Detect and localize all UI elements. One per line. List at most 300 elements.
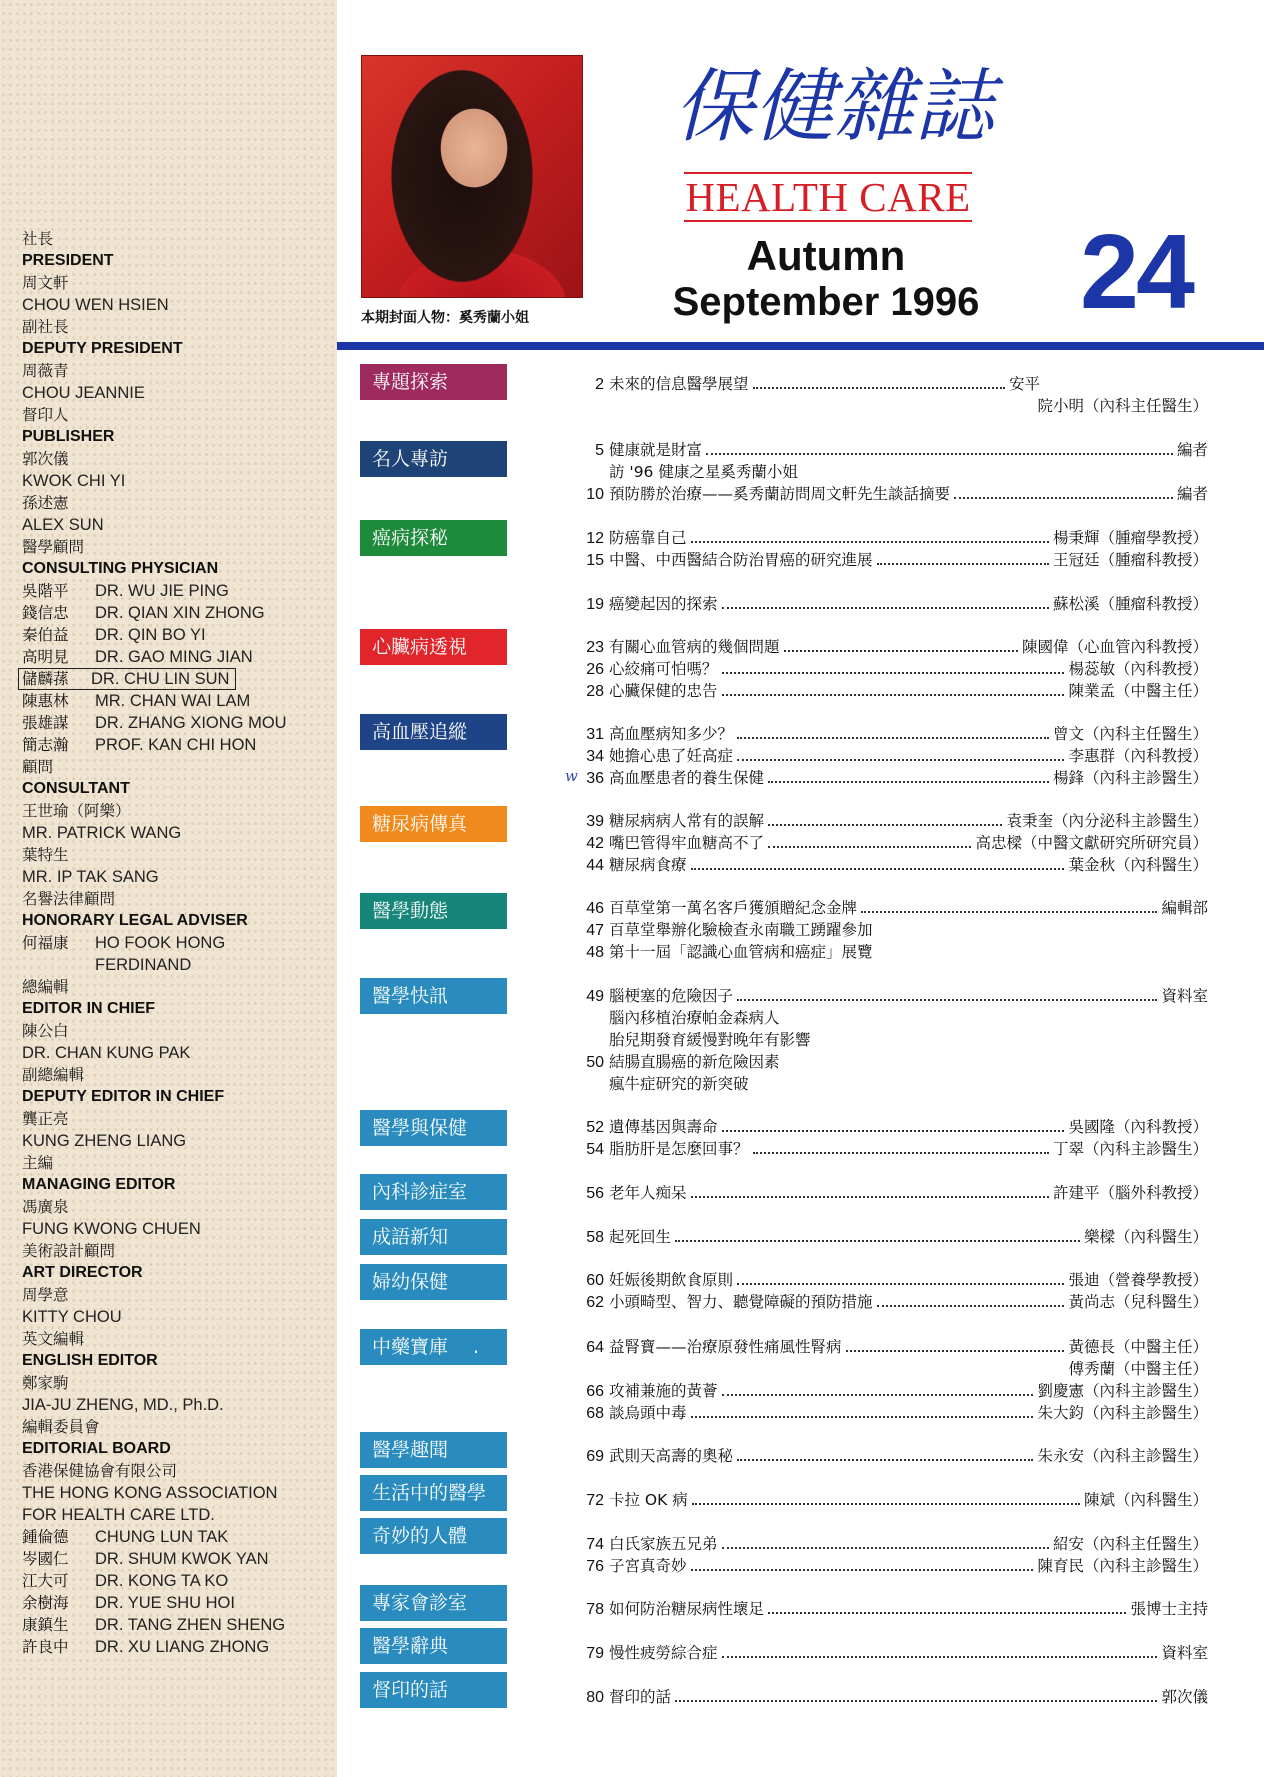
toc-title: 子宮真奇妙 bbox=[609, 1557, 687, 1575]
toc-entry bbox=[578, 919, 1208, 941]
legal-adviser-name: HO FOOK HONG bbox=[95, 934, 226, 952]
physician-row bbox=[22, 646, 337, 668]
toc-title: 有關心血管病的幾個問題 bbox=[609, 638, 780, 656]
toc-entry bbox=[578, 593, 1208, 615]
toc-title: 百草堂舉辦化驗檢查永南職工踴躍參加 bbox=[609, 921, 873, 939]
toc-entry bbox=[578, 1182, 1208, 1204]
toc-author: 劉慶憲（內科主診醫生） bbox=[1037, 1382, 1208, 1400]
toc-page: 69 bbox=[586, 1448, 604, 1465]
toc-page: 47 bbox=[586, 922, 604, 939]
toc-author: 張博士主持 bbox=[1130, 1600, 1208, 1618]
toc-entry bbox=[578, 1269, 1208, 1291]
board-member-name-zh: 江大可 bbox=[22, 1572, 69, 1590]
board-member-name: DR. XU LIANG ZHONG bbox=[95, 1638, 270, 1656]
toc-entry bbox=[578, 897, 1208, 919]
physician-row bbox=[22, 734, 337, 756]
toc-page: 76 bbox=[586, 1558, 604, 1575]
toc-author: 丁翠（內科主診醫生） bbox=[1052, 1140, 1208, 1158]
toc-entry bbox=[578, 1336, 1208, 1358]
issue-season: Autumn bbox=[746, 232, 906, 279]
toc-leader bbox=[691, 1196, 1049, 1198]
deputy-editor-name: KUNG ZHENG LIANG bbox=[22, 1132, 187, 1150]
logo-zh-text: 保健雜誌 bbox=[674, 60, 994, 153]
toc-entry bbox=[578, 1051, 1208, 1073]
toc-leader bbox=[691, 1416, 1034, 1418]
toc-title: 癌變起因的探索 bbox=[609, 595, 718, 613]
physician-row bbox=[22, 580, 337, 602]
toc-author: 朱大鈞（內科主診醫生） bbox=[1037, 1404, 1208, 1422]
section-label: 醫學快訊 bbox=[360, 978, 507, 1014]
toc-author: 編者 bbox=[1176, 441, 1208, 459]
toc-leader bbox=[722, 694, 1065, 696]
toc-leader bbox=[675, 1700, 1157, 1702]
physician-name-zh: 錢信忠 bbox=[22, 604, 69, 622]
editor-in-chief-name: DR. CHAN KUNG PAK bbox=[22, 1044, 191, 1062]
magazine-calligraphy-logo bbox=[664, 48, 1004, 158]
toc-author: 資料室 bbox=[1161, 1644, 1208, 1662]
legal-adviser-label: HONORARY LEGAL ADVISER bbox=[22, 912, 248, 929]
deputy-president-name-zh: 周薇青 bbox=[22, 362, 69, 380]
board-member-row bbox=[22, 1614, 337, 1636]
toc-title: 第十一屆「認識心血管病和癌症」展覽 bbox=[609, 943, 873, 961]
toc-leader bbox=[722, 1656, 1158, 1658]
toc-title: 小頭畸型、智力、聽覺障礙的預防措施 bbox=[609, 1293, 873, 1311]
toc-leader bbox=[861, 911, 1157, 913]
toc-entry bbox=[578, 1402, 1208, 1424]
section-label: 生活中的醫學 bbox=[360, 1475, 507, 1511]
toc-author: 朱永安（內科主診醫生） bbox=[1037, 1447, 1208, 1465]
editorial-board-label: EDITORIAL BOARD bbox=[22, 1440, 171, 1457]
association-name: THE HONG KONG ASSOCIATION bbox=[22, 1484, 278, 1502]
toc-author-line: 院小明（內科主任醫生） bbox=[1037, 397, 1208, 415]
editor-in-chief-label: EDITOR IN CHIEF bbox=[22, 1000, 156, 1017]
art-director-label: ART DIRECTOR bbox=[22, 1264, 143, 1281]
section-label: 婦幼保健 bbox=[360, 1264, 507, 1300]
issue-number: 24 bbox=[1080, 213, 1192, 331]
section-label: 高血壓追縱 bbox=[360, 714, 507, 750]
physician-name: PROF. KAN CHI HON bbox=[95, 736, 257, 754]
toc-title: 卡拉 OK 病 bbox=[609, 1491, 688, 1509]
physician-name-zh: 張雄謀 bbox=[22, 714, 69, 732]
toc-author: 許建平（腦外科教授） bbox=[1052, 1184, 1208, 1202]
toc-title: 防癌靠自己 bbox=[609, 529, 687, 547]
toc-entry bbox=[578, 1533, 1208, 1555]
toc-page: 19 bbox=[586, 596, 604, 613]
toc-leader bbox=[737, 1459, 1033, 1461]
toc-page: 78 bbox=[586, 1601, 604, 1618]
toc-author: 袁秉奎（內分泌科主診醫生） bbox=[1006, 812, 1208, 830]
managing-editor-label-zh: 主編 bbox=[22, 1154, 54, 1172]
publisher-name: ALEX SUN bbox=[22, 516, 104, 534]
toc-author: 黃尚志（兒科醫生） bbox=[1068, 1293, 1208, 1311]
toc-author: 吳國隆（內科教授） bbox=[1068, 1118, 1208, 1136]
magazine-title-en: HEALTH CARE bbox=[685, 174, 971, 220]
toc-author: 安平 bbox=[1008, 375, 1040, 393]
toc-title: 心絞痛可怕嗎？ bbox=[609, 660, 718, 678]
legal-adviser-label-zh: 名譽法律顧問 bbox=[22, 890, 116, 908]
toc-title: 心臟保健的忠告 bbox=[609, 682, 718, 700]
board-member-name-zh: 鍾倫德 bbox=[22, 1528, 69, 1546]
managing-editor-label: MANAGING EDITOR bbox=[22, 1176, 176, 1193]
cover-photo bbox=[361, 55, 583, 298]
physician-row bbox=[22, 690, 337, 712]
board-member-row bbox=[22, 1548, 337, 1570]
toc-page: 12 bbox=[586, 530, 604, 547]
section-label: 糖尿病傳真 bbox=[360, 806, 507, 842]
toc-entry bbox=[578, 985, 1208, 1007]
toc-title: 百草堂第一萬名客戶獲頒贈紀念金牌 bbox=[609, 899, 858, 917]
section-label: 醫學辭典 bbox=[360, 1628, 507, 1664]
toc-leader bbox=[737, 737, 1049, 739]
toc-title: 起死回生 bbox=[609, 1228, 672, 1246]
toc-entry bbox=[578, 1445, 1208, 1467]
toc-page: 23 bbox=[586, 639, 604, 656]
consulting-physician-label: CONSULTING PHYSICIAN bbox=[22, 560, 219, 577]
art-director-label-zh: 美術設計顧問 bbox=[22, 1242, 116, 1260]
toc-leader bbox=[691, 1569, 1034, 1571]
toc-entry bbox=[578, 1489, 1208, 1511]
toc-title: 白氏家族五兄弟 bbox=[609, 1535, 718, 1553]
art-director-name: KITTY CHOU bbox=[22, 1308, 122, 1326]
legal-adviser-name-cont: FERDINAND bbox=[95, 956, 192, 974]
toc-title: 武則天高壽的奧秘 bbox=[609, 1447, 734, 1465]
toc-page: 60 bbox=[586, 1272, 604, 1289]
toc-title: 未來的信息醫學展望 bbox=[609, 375, 749, 393]
toc-page: 28 bbox=[586, 683, 604, 700]
cover-caption: 本期封面人物：奚秀蘭小姐 bbox=[361, 310, 529, 326]
publisher-label: PUBLISHER bbox=[22, 428, 115, 445]
toc-author: 陳國偉（心血管內科教授） bbox=[1021, 638, 1208, 656]
toc-author: 編者 bbox=[1176, 485, 1208, 503]
section-label: 專家會診室 bbox=[360, 1585, 507, 1621]
physician-name: DR. GAO MING JIAN bbox=[95, 648, 253, 666]
toc-title: 如何防治糖尿病性壞足 bbox=[609, 1600, 765, 1618]
physician-row-boxed bbox=[18, 668, 236, 690]
board-member-name-zh: 康鎮生 bbox=[22, 1616, 69, 1634]
toc-page: 5 bbox=[595, 442, 604, 459]
toc-entry bbox=[578, 854, 1208, 876]
physician-row bbox=[22, 712, 337, 734]
consulting-physician-label-zh: 醫學顧問 bbox=[22, 538, 85, 556]
toc-entry bbox=[578, 832, 1208, 854]
toc-author: 郭次儀 bbox=[1161, 1688, 1208, 1706]
toc-page: 48 bbox=[586, 944, 604, 961]
toc-title: 腦梗塞的危險因子 bbox=[609, 987, 734, 1005]
toc-page: 31 bbox=[586, 726, 604, 743]
toc-entry bbox=[578, 810, 1208, 832]
toc-author: 樂樑（內科醫生） bbox=[1083, 1228, 1208, 1246]
section-label: 成語新知 bbox=[360, 1219, 507, 1255]
toc-title: 糖尿病食療 bbox=[609, 856, 687, 874]
toc-title: 她擔心患了妊高症 bbox=[609, 747, 734, 765]
publisher-name: KWOK CHI YI bbox=[22, 472, 126, 490]
legal-adviser-name-zh: 何福康 bbox=[22, 934, 69, 952]
toc-author: 李惠群（內科教授） bbox=[1068, 747, 1208, 765]
physician-name-zh: 儲麟蓀 bbox=[22, 670, 69, 688]
toc-title: 高血壓病知多少？ bbox=[609, 725, 734, 743]
english-editor-label: ENGLISH EDITOR bbox=[22, 1352, 158, 1369]
toc-leader bbox=[846, 1350, 1065, 1352]
toc-entry bbox=[578, 658, 1208, 680]
toc-title: 妊娠後期飲食原則 bbox=[609, 1271, 734, 1289]
toc-page: 34 bbox=[586, 748, 604, 765]
publisher-name-zh: 郭次儀 bbox=[22, 450, 69, 468]
toc-page: 44 bbox=[586, 857, 604, 874]
physician-name-zh: 簡志瀚 bbox=[22, 736, 69, 754]
managing-editor-name: FUNG KWONG CHUEN bbox=[22, 1220, 201, 1238]
toc-author: 紹安（內科主任醫生） bbox=[1052, 1535, 1208, 1553]
toc-leader bbox=[706, 453, 1173, 455]
board-member-name-zh: 岑國仁 bbox=[22, 1550, 69, 1568]
toc-entry bbox=[578, 636, 1208, 658]
consultant-name: MR. PATRICK WANG bbox=[22, 824, 182, 842]
physician-name: MR. CHAN WAI LAM bbox=[95, 692, 251, 710]
toc-page: 15 bbox=[586, 552, 604, 569]
section-label: 醫學趣聞 bbox=[360, 1432, 507, 1468]
toc-entry bbox=[578, 1116, 1208, 1138]
toc-entry bbox=[578, 723, 1208, 745]
toc-entry bbox=[578, 549, 1208, 571]
board-member-row bbox=[22, 1570, 337, 1592]
physician-name-zh: 秦伯益 bbox=[22, 626, 69, 644]
editor-in-chief-name-zh: 陳公白 bbox=[22, 1022, 69, 1040]
toc-title: 老年人痴呆 bbox=[609, 1184, 687, 1202]
deputy-editor-label-zh: 副總編輯 bbox=[22, 1066, 85, 1084]
section-label: 癌病探秘 bbox=[360, 520, 507, 556]
toc-author: 張迪（營養學教授） bbox=[1068, 1271, 1208, 1289]
toc-leader bbox=[768, 1612, 1126, 1614]
toc-entry bbox=[578, 767, 1208, 789]
toc-title: 督印的話 bbox=[609, 1688, 672, 1706]
toc-leader bbox=[692, 1503, 1080, 1505]
toc-leader bbox=[753, 1152, 1049, 1154]
editorial-board-label-zh: 編輯委員會 bbox=[22, 1418, 100, 1436]
physician-name: DR. QIAN XIN ZHONG bbox=[95, 604, 265, 622]
board-member-name: DR. TANG ZHEN SHENG bbox=[95, 1616, 286, 1634]
physician-name-zh: 高明見 bbox=[22, 648, 69, 666]
toc-author: 楊秉輝（腫瘤學教授） bbox=[1052, 529, 1208, 547]
toc-author: 王冠廷（腫瘤科教授） bbox=[1052, 551, 1208, 569]
toc-leader bbox=[768, 846, 971, 848]
toc-page: 74 bbox=[586, 1536, 604, 1553]
toc-entry bbox=[578, 439, 1208, 461]
physician-name: DR. CHU LIN SUN bbox=[91, 670, 230, 688]
toc-author: 資料室 bbox=[1161, 987, 1208, 1005]
board-member-name: CHUNG LUN TAK bbox=[95, 1528, 229, 1546]
handwritten-mark: w bbox=[565, 767, 578, 785]
physician-name: DR. ZHANG XIONG MOU bbox=[95, 714, 287, 732]
toc-entry bbox=[578, 1686, 1208, 1708]
board-member-row bbox=[22, 1526, 337, 1548]
toc-page: 39 bbox=[586, 813, 604, 830]
toc-entry bbox=[578, 941, 1208, 963]
board-member-name-zh: 許良中 bbox=[22, 1638, 69, 1656]
toc-entry bbox=[578, 483, 1208, 505]
toc-page: 2 bbox=[595, 376, 604, 393]
deputy-president-name: CHOU JEANNIE bbox=[22, 384, 145, 402]
managing-editor-name-zh: 馮廣泉 bbox=[22, 1198, 69, 1216]
association-name-cont: FOR HEALTH CARE LTD. bbox=[22, 1506, 215, 1524]
toc-author: 楊鋒（內科主診醫生） bbox=[1052, 769, 1208, 787]
toc-leader bbox=[768, 824, 1002, 826]
toc-author: 蘇松溪（腫瘤科教授） bbox=[1052, 595, 1208, 613]
issue-date: September 1996 bbox=[672, 280, 980, 324]
toc-title: 嘴巴管得牢血糖高不了 bbox=[609, 834, 765, 852]
toc-leader bbox=[722, 672, 1065, 674]
deputy-president-label-zh: 副社長 bbox=[22, 318, 69, 336]
toc-leader bbox=[675, 1240, 1080, 1242]
toc-page: 26 bbox=[586, 661, 604, 678]
publisher-label-zh: 督印人 bbox=[22, 406, 69, 424]
toc-leader bbox=[753, 387, 1005, 389]
section-label: 醫學動態 bbox=[360, 893, 507, 929]
toc-leader bbox=[768, 781, 1049, 783]
toc-leader bbox=[722, 1130, 1065, 1132]
toc-entry bbox=[578, 1642, 1208, 1664]
section-label: 內科診症室 bbox=[360, 1174, 507, 1210]
president-label-zh: 社長 bbox=[22, 230, 54, 248]
toc-page: 79 bbox=[586, 1645, 604, 1662]
consultant-label: CONSULTANT bbox=[22, 780, 130, 797]
section-label: 奇妙的人體 bbox=[360, 1518, 507, 1554]
toc-leader bbox=[722, 1547, 1049, 1549]
toc-page: 54 bbox=[586, 1141, 604, 1158]
editor-in-chief-label-zh: 總編輯 bbox=[22, 978, 69, 996]
physician-row bbox=[22, 602, 337, 624]
toc-author-line: 傅秀蘭（中醫主任） bbox=[1068, 1360, 1208, 1378]
toc-page: 56 bbox=[586, 1185, 604, 1202]
toc-title: 談烏頭中毒 bbox=[609, 1404, 687, 1422]
toc-page: 42 bbox=[586, 835, 604, 852]
header-rule bbox=[337, 342, 1264, 350]
toc-author: 編輯部 bbox=[1161, 899, 1208, 917]
toc-leader bbox=[877, 1305, 1065, 1307]
art-director-name-zh: 周學意 bbox=[22, 1286, 69, 1304]
president-name: CHOU WEN HSIEN bbox=[22, 296, 169, 314]
toc-subtitle: 訪 '96 健康之星奚秀蘭小姐 bbox=[609, 463, 798, 481]
toc-leader bbox=[737, 999, 1157, 1001]
toc-title: 慢性疲勞綜合症 bbox=[609, 1644, 718, 1662]
physician-name: DR. QIN BO YI bbox=[95, 626, 206, 644]
toc-page: 49 bbox=[586, 988, 604, 1005]
toc-subtitle: 腦內移植治療帕金森病人 bbox=[609, 1009, 780, 1027]
english-editor-name-zh: 鄭家駒 bbox=[22, 1374, 69, 1392]
toc-entry bbox=[578, 1138, 1208, 1160]
staff-masthead bbox=[0, 0, 337, 1777]
toc-entry bbox=[578, 1291, 1208, 1313]
toc-page: 52 bbox=[586, 1119, 604, 1136]
toc-page: 66 bbox=[586, 1383, 604, 1400]
board-member-name-zh: 余樹海 bbox=[22, 1594, 69, 1612]
section-label: 心臟病透視 bbox=[360, 629, 507, 665]
toc-entry bbox=[578, 373, 1208, 395]
board-member-row bbox=[22, 1592, 337, 1614]
toc-page: 46 bbox=[586, 900, 604, 917]
toc-entry bbox=[578, 1226, 1208, 1248]
toc-leader bbox=[691, 868, 1065, 870]
toc-author: 陳斌（內科醫生） bbox=[1083, 1491, 1208, 1509]
toc-leader bbox=[691, 541, 1049, 543]
toc-leader bbox=[737, 1283, 1064, 1285]
consultant-name-zh: 葉特生 bbox=[22, 846, 69, 864]
president-name-zh: 周文軒 bbox=[22, 274, 69, 292]
toc-title: 中醫、中西醫結合防治胃癌的研究進展 bbox=[609, 551, 873, 569]
toc-leader bbox=[722, 607, 1049, 609]
toc-author: 曾文（內科主任醫生） bbox=[1052, 725, 1208, 743]
toc-title: 健康就是財富 bbox=[609, 441, 703, 459]
toc-page: 72 bbox=[586, 1492, 604, 1509]
board-member-name: DR. KONG TA KO bbox=[95, 1572, 229, 1590]
toc-page: 62 bbox=[586, 1294, 604, 1311]
toc-title: 脂肪肝是怎麼回事？ bbox=[609, 1140, 749, 1158]
toc-entry bbox=[578, 745, 1208, 767]
english-editor-name: JIA-JU ZHENG, MD., Ph.D. bbox=[22, 1396, 224, 1414]
physician-name-zh: 陳惠林 bbox=[22, 692, 69, 710]
toc-page: 36 bbox=[586, 770, 604, 787]
toc-entry bbox=[578, 527, 1208, 549]
deputy-editor-name-zh: 龔正亮 bbox=[22, 1110, 69, 1128]
toc-leader bbox=[954, 497, 1173, 499]
toc-page: 50 bbox=[586, 1054, 604, 1071]
section-label: 督印的話 bbox=[360, 1672, 507, 1708]
toc-title: 糖尿病病人常有的誤解 bbox=[609, 812, 765, 830]
english-editor-label-zh: 英文編輯 bbox=[22, 1330, 85, 1348]
toc-subtitle: 胎兒期發育緩慢對晚年有影響 bbox=[609, 1031, 811, 1049]
toc-author: 黃德長（中醫主任） bbox=[1068, 1338, 1208, 1356]
toc-author: 楊蕊敏（內科教授） bbox=[1068, 660, 1208, 678]
toc-page: 64 bbox=[586, 1339, 604, 1356]
consultant-name-zh: 王世瑜（阿樂） bbox=[22, 802, 131, 820]
legal-adviser-row bbox=[22, 932, 337, 954]
toc-title: 高血壓患者的養生保健 bbox=[609, 769, 765, 787]
board-member-name: DR. YUE SHU HOI bbox=[95, 1594, 235, 1612]
toc-page: 68 bbox=[586, 1405, 604, 1422]
association-name-zh: 香港保健協會有限公司 bbox=[22, 1462, 178, 1480]
toc-entry bbox=[578, 1380, 1208, 1402]
section-label: 中藥寶庫 . bbox=[360, 1329, 507, 1365]
toc-title: 攻補兼施的黃薈 bbox=[609, 1382, 718, 1400]
toc-page: 80 bbox=[586, 1689, 604, 1706]
toc-title: 預防勝於治療——奚秀蘭訪問周文軒先生談話摘要 bbox=[609, 485, 951, 503]
deputy-president-label: DEPUTY PRESIDENT bbox=[22, 340, 183, 357]
toc-author: 陳業孟（中醫主任） bbox=[1068, 682, 1208, 700]
toc-subtitle: 瘋牛症研究的新突破 bbox=[609, 1075, 749, 1093]
toc-title: 結腸直腸癌的新危險因素 bbox=[609, 1053, 780, 1071]
section-label: 專題探索 bbox=[360, 364, 507, 400]
consultant-label-zh: 顧問 bbox=[22, 758, 54, 776]
toc-author: 葉金秋（內科醫生） bbox=[1068, 856, 1208, 874]
toc-entry bbox=[578, 1555, 1208, 1577]
board-member-row bbox=[22, 1636, 337, 1658]
toc-entry bbox=[578, 680, 1208, 702]
section-label: 名人專訪 bbox=[360, 441, 507, 477]
toc-leader bbox=[877, 563, 1049, 565]
publisher-name-zh: 孫述憲 bbox=[22, 494, 69, 512]
toc-leader bbox=[722, 1394, 1034, 1396]
physician-name: DR. WU JIE PING bbox=[95, 582, 229, 600]
physician-name-zh: 吳階平 bbox=[22, 582, 69, 600]
section-label: 醫學與保健 bbox=[360, 1110, 507, 1146]
board-member-name: DR. SHUM KWOK YAN bbox=[95, 1550, 269, 1568]
toc-page: 10 bbox=[586, 486, 604, 503]
toc-author: 高忠樑（中醫文獻研究所研究員） bbox=[975, 834, 1208, 852]
toc-page: 58 bbox=[586, 1229, 604, 1246]
physician-row bbox=[22, 624, 337, 646]
consultant-name: MR. IP TAK SANG bbox=[22, 868, 159, 886]
toc-leader bbox=[737, 759, 1064, 761]
toc-title: 遺傳基因與壽命 bbox=[609, 1118, 718, 1136]
deputy-editor-label: DEPUTY EDITOR IN CHIEF bbox=[22, 1088, 225, 1105]
